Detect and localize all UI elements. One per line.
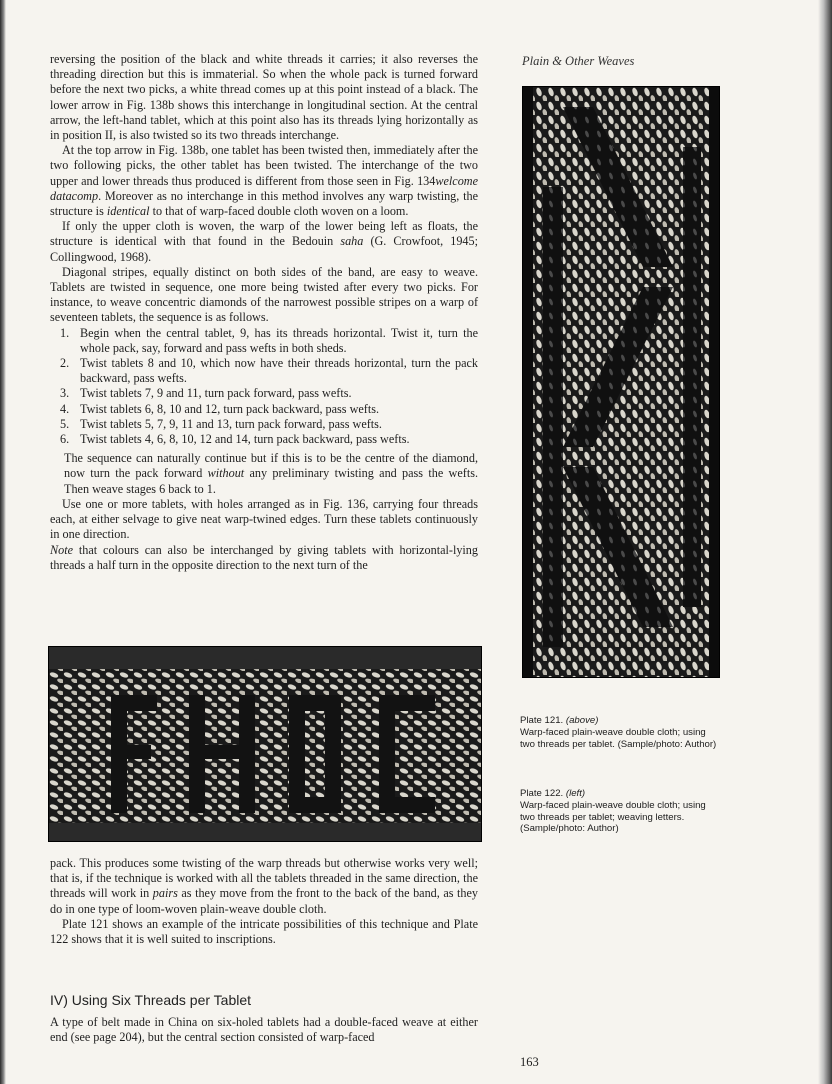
list-item: 2. Twist tablets 8 and 10, which now have their threads horizontal, turn the pack backward, pass wefts. (60, 356, 478, 386)
paragraph: A type of belt made in China on six-holed tablets had a double-faced weave at either end (see page 204), but the central section consisted of warp-faced (50, 1015, 478, 1045)
running-header: Plain & Other Weaves (522, 54, 635, 68)
paragraph: reversing the position of the black and white threads it carries; it also reverses the threading direction but this is immaterial. So when the whole pack is turned forward before the next two picks, a white thread comes up at this point instead of a black. The lower arrow in Fig. 138b shows this interchange in longitudinal section. At the central arrow, the left-hand tablet, which at this point also has its threads lying horizontally as in position II, is also twisted so its two threads interchange. (50, 52, 478, 143)
page-binding-shadow-right (818, 0, 832, 1084)
plate-121-caption: Plate 121. (above) Warp-faced plain-weave double cloth; using two threads per tablet. (Sample/photo: Author) (520, 715, 717, 750)
list-item: 4. Twist tablets 6, 8, 10 and 12, turn pack backward, pass wefts. (60, 401, 380, 416)
body-text-continued (50, 856, 478, 947)
section-body-text (50, 1015, 478, 1045)
list-item: 6. Twist tablets 4, 6, 8, 10, 12 and 14, turn pack backward, pass wefts. (60, 432, 410, 447)
list-item: 1. Begin when the central tablet, 9, has its threads horizontal. Twist it, turn the whole pack, say, forward and pass wefts in both sheds. (60, 325, 478, 355)
list-item: 5. Twist tablets 5, 7, 9, 11 and 13, turn pack forward, pass wefts. (60, 416, 382, 431)
paragraph: pack. This produces some twisting of the warp threads but otherwise works very well; that is, if the technique is worked with all the tablets threaded in the same direction, the threads will work in pairs as they move from the front to the back of the band, as they do in one type of loom-woven plain-weave double cloth. (50, 856, 478, 916)
plate-121-photo (522, 86, 720, 678)
body-text-column (50, 52, 478, 573)
list-item: 3. Twist tablets 7, 9 and 11, turn pack forward, pass wefts. (60, 386, 352, 401)
paragraph: The sequence can naturally continue but if this is to be the centre of the diamond, now turn the pack forward without any preliminary twisting and pass the wefts. Then weave stages 6 back to 1. (64, 451, 478, 496)
paragraph: Diagonal stripes, equally distinct on both sides of the band, are easy to weave. Tablets are twisted in sequence, one more being twisted after every two picks. For instance, to weave concentric diamonds of the narrowest possible stripes on a warp of seventeen tablets, the sequence is as follows. (50, 264, 478, 325)
page-number: 163 (520, 1055, 539, 1069)
paragraph: Note that colours can also be interchanged by giving tablets with horizontal-lying threads a half turn in the opposite direction to the next turn of the (50, 542, 478, 572)
horizontal-woven-band-image (49, 647, 481, 841)
section-heading: IV) Using Six Threads per Tablet (50, 992, 252, 1008)
plate-122-caption: Plate 122. (left) Warp-faced plain-weave double cloth; using two threads per tablet; weaving letters. (Sample/photo: Author) (520, 788, 706, 835)
step-list (50, 326, 478, 448)
vertical-woven-band-image (523, 87, 719, 677)
paragraph: At the top arrow in Fig. 138b, one tablet has been twisted then, immediately after the two following picks, the other tablet has been twisted. The interchange of the two upper and lower threads thus produced is different from those seen in Fig. 134welcome datacomp. Moreover as no interchange in this method involves any warp twisting, the structure is identical to that of warp-faced double cloth woven on a loom. (50, 143, 478, 219)
paragraph: Plate 121 shows an example of the intricate possibilities of this technique and Plate 122 shows that it is well suited to inscriptions. (50, 916, 478, 947)
page-binding-shadow-left (0, 0, 6, 1084)
paragraph: If only the upper cloth is woven, the warp of the lower being left as floats, the structure is identical with that found in the Bedouin saha (G. Crowfoot, 1945; Collingwood, 1968). (50, 219, 478, 264)
plate-122-photo (48, 646, 482, 842)
paragraph: Use one or more tablets, with holes arranged as in Fig. 136, carrying four threads each, at either selvage to give neat warp-twined edges. Turn these tablets continuously in one direction. (50, 496, 478, 542)
